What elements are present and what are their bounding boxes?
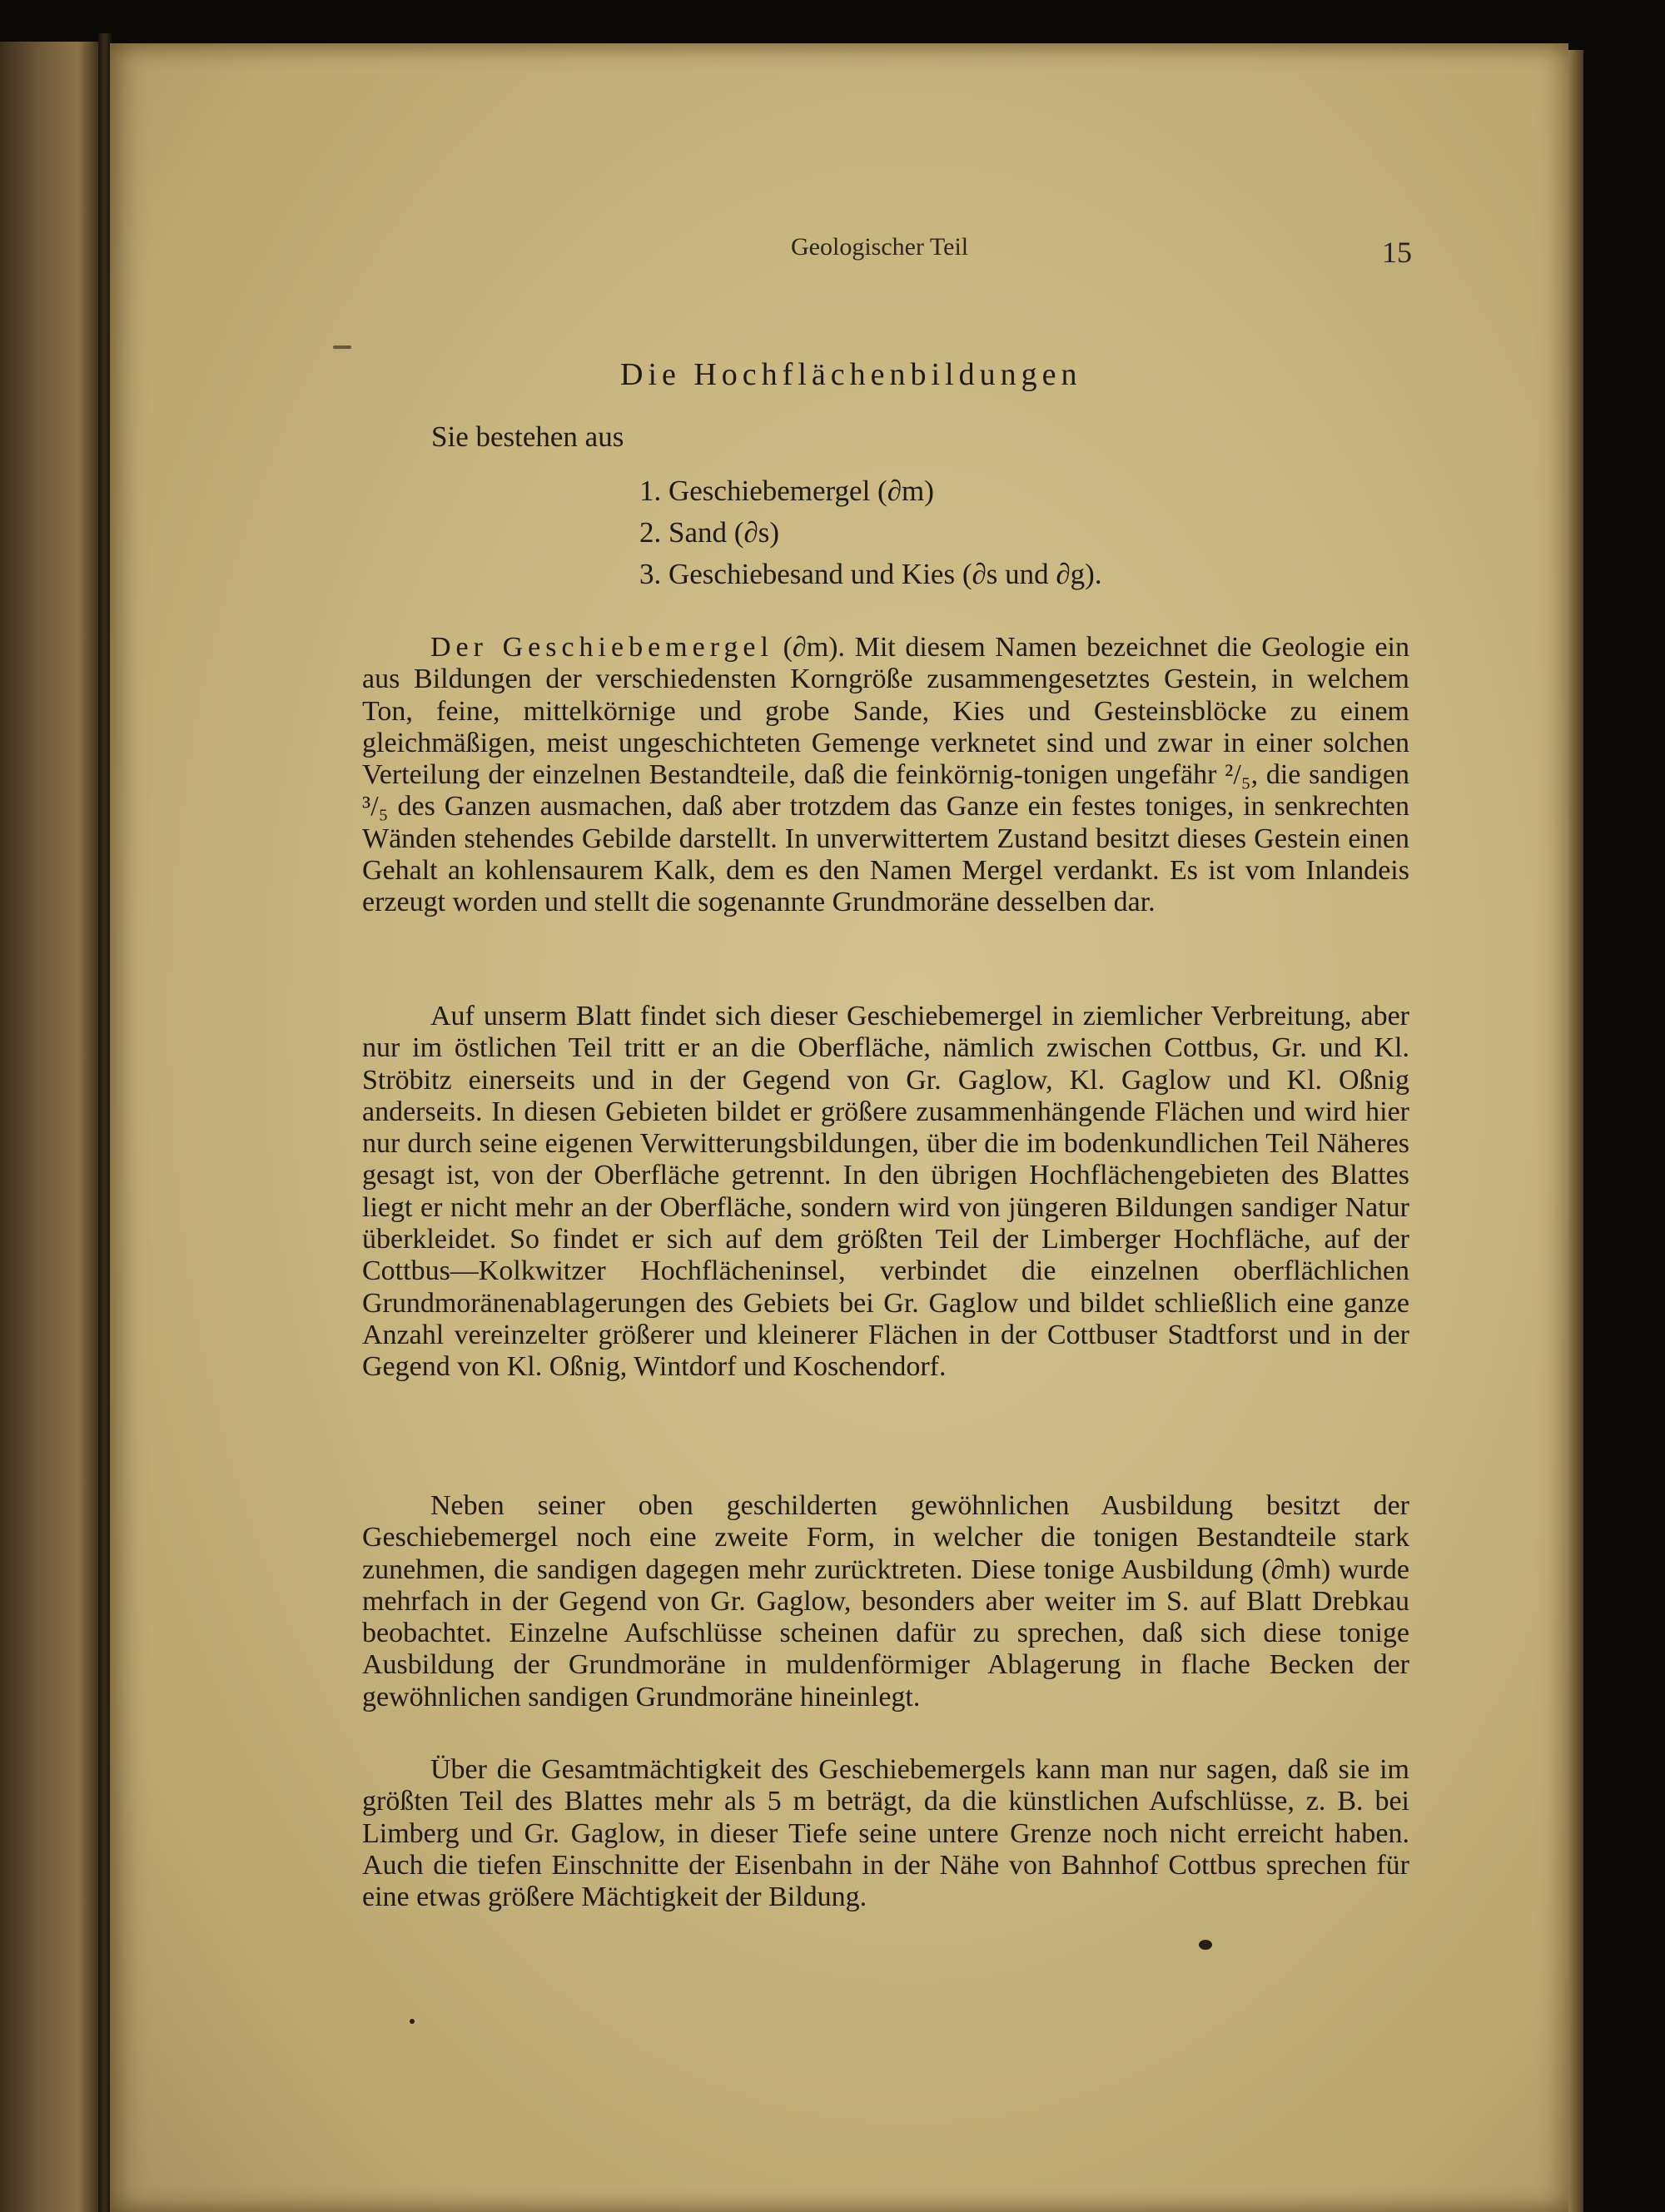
list-item: 1. Geschiebemergel (∂m) (639, 475, 934, 507)
previous-page-edge (0, 42, 104, 2212)
section-intro: Sie bestehen aus (431, 420, 624, 453)
section-title: Die Hochflächenbildungen (620, 357, 1082, 392)
ink-speck (333, 345, 351, 349)
paragraph-term: Der Geschiebemergel (430, 632, 773, 663)
paragraph-text: (∂m). Mit diesem Namen bezeichnet die Geologie ein aus Bildungen der verschiedensten Korngröße zusammengesetztes Gestein, in welchem Ton, feine, mittelkörnige und grobe Sande, Kies und Gesteinsblöcke zu einem gleichmäßigen, meist ungeschichteten Gemenge verknetet sind und zwar in einer solchen Verteilung der einzelnen Bestandteile, daß die feinkörnig-tonigen ungefähr ²/₅, die sandigen ³/₅ des Ganzen ausmachen, daß aber trotzdem das Ganze ein festes toniges, in senkrechten Wänden stehendes Gebilde darstellt. In unverwittertem Zustand besitzt dieses Gestein einen Gehalt an kohlensaurem Kalk, dem es den Namen Mergel verdankt. Es ist vom Inlandeis erzeugt worden und stellt die sogenannte Grundmoräne desselben dar. (362, 632, 1409, 918)
list-item: 3. Geschiebesand und Kies (∂s und ∂g). (639, 558, 1102, 590)
paragraph-tonige-ausbildung: Neben seiner oben geschilderten gewöhnlichen Ausbildung besitzt der Geschiebemergel noch eine zweite Form, in welcher die tonigen Bestandteile stark zunehmen, die sandigen dagegen mehr zurücktreten. Diese tonige Ausbildung (∂mh) wurde mehrfach in der Gegend von Gr. Gaglow, besonders aber weiter im S. auf Blatt Drebkau beobachtet. Einzelne Aufschlüsse scheinen dafür zu sprechen, daß sich diese tonige Ausbildung der Grundmoräne in muldenförmiger Ablagerung in flache Becken der gewöhnlichen sandigen Grundmoräne hineinlegt. (362, 1490, 1409, 1712)
ink-speck (1199, 1940, 1212, 1950)
page-number: 15 (1382, 236, 1412, 269)
formation-list (639, 470, 1102, 595)
paragraph-geschiebemergel (362, 632, 1409, 919)
list-item: 2. Sand (∂s) (639, 516, 779, 549)
running-head: Geologischer Teil (791, 233, 969, 261)
page-fore-edge (1568, 50, 1583, 2212)
paragraph-maechtigkeit: Über die Gesamtmächtigkeit des Geschiebemergels kann man nur sagen, daß sie im größten Teil des Blattes mehr als 5 m beträgt, da die künstlichen Aufschlüsse, z. B. bei Limberg und Gr. Gaglow, in dieser Tiefe seine untere Grenze noch nicht erreicht haben. Auch die tiefen Einschnitte der Eisenbahn in der Nähe von Bahnhof Cottbus sprechen für eine etwas größere Mächtigkeit der Bildung. (362, 1754, 1409, 1913)
ink-speck (410, 2019, 415, 2024)
paragraph-verbreitung: Auf unserm Blatt findet sich dieser Geschiebemergel in ziemlicher Verbreitung, aber nur im östlichen Teil tritt er an die Oberfläche, nämlich zwischen Cottbus, Gr. und Kl. Ströbitz einerseits und in der Gegend von Gr. Gaglow, Kl. Gaglow und Kl. Oßnig anderseits. In diesen Gebieten bildet er größere zusammenhängende Flächen und wird hier nur durch seine eigenen Verwitterungsbildungen, über die im bodenkundlichen Teil Näheres gesagt ist, von der Oberfläche getrennt. In den übrigen Hochflächengebieten des Blattes liegt er nicht mehr an der Oberfläche, sondern wird von jüngeren Bildungen sandiger Natur überkleidet. So findet er sich auf dem größten Teil der Limberger Hochfläche, auf der Cottbus—Kolkwitzer Hochflächeninsel, verbindet die einzelnen oberflächlichen Grundmoränenablagerungen des Gebiets bei Gr. Gaglow und bildet schließlich eine ganze Anzahl vereinzelter größerer und kleinerer Flächen in der Cottbuser Stadtforst und in der Gegend von Kl. Oßnig, Wintdorf und Koschendorf. (362, 1001, 1409, 1383)
